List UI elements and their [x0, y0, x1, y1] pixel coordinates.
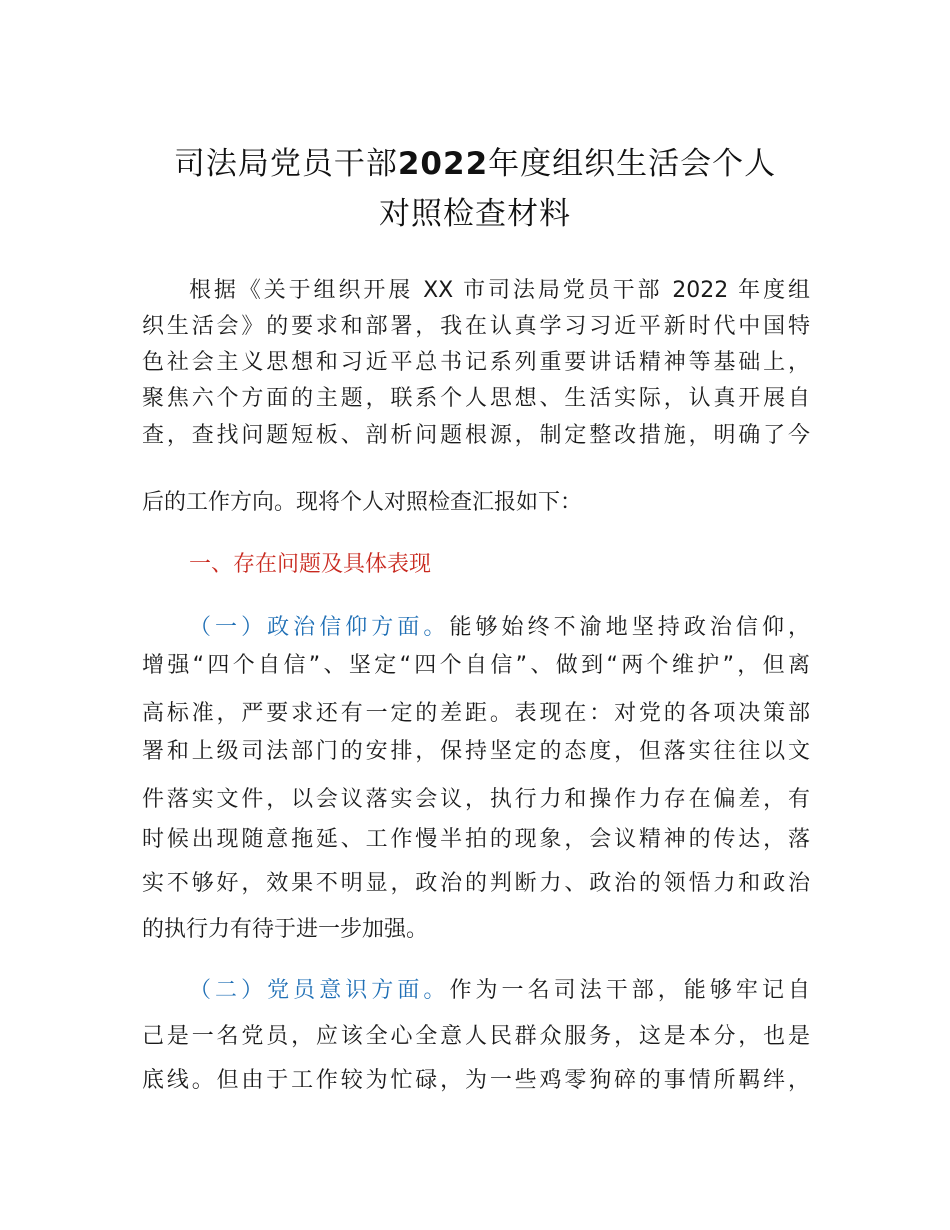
subsection-1-line: 增强“四个自信”、坚定“四个自信”、做到“两个维护”，但离	[142, 653, 810, 678]
title-year: 2022	[397, 146, 489, 182]
title-prefix: 司法局党员干部	[173, 146, 398, 182]
intro-line: 后的工作方向。现将个人对照检查汇报如下：	[142, 490, 583, 515]
subsection-1-heading: （一）政治信仰方面。	[189, 615, 450, 640]
intro-line: 聚焦六个方面的主题，联系个人思想、生活实际，认真开展自	[142, 386, 810, 411]
subsection-1-line: 件落实文件，以会议落实会议，执行力和操作力存在偏差，有	[142, 787, 810, 812]
section-heading: 一、存在问题及具体表现	[189, 552, 432, 577]
subsection-1-line: 高标准，严要求还有一定的差距。表现在：对党的各项决策部	[142, 701, 810, 726]
document-title-line-1	[110, 140, 840, 189]
title-suffix: 年度组织生活会个人	[488, 146, 777, 182]
subsection-1-first-line	[189, 610, 810, 646]
subsection-2-first-line	[189, 973, 810, 1009]
subsection-1-line: 署和上级司法部门的安排，保持坚定的态度，但落实往往以文	[142, 739, 810, 764]
subsection-2-heading: （二）党员意识方面。	[189, 978, 450, 1003]
intro-line: 查，查找问题短板、剖析问题根源，制定整改措施，明确了今	[142, 423, 810, 448]
subsection-1-lead: 能够始终不渝地坚持政治信仰，	[449, 615, 810, 640]
document-title-line-2: 对照检查材料	[379, 196, 571, 232]
subsection-2-lead: 作为一名司法干部，能够牢记自	[449, 978, 810, 1003]
subsection-2-line: 己是一名党员，应该全心全意人民群众服务，这是本分，也是	[142, 1024, 810, 1049]
intro-line: 织生活会》的要求和部署，我在认真学习习近平新时代中国特	[142, 314, 810, 339]
subsection-1-line: 时候出现随意拖延、工作慢半拍的现象，会议精神的传达，落	[142, 827, 810, 852]
intro-line: 色社会主义思想和习近平总书记系列重要讲话精神等基础上，	[142, 350, 810, 375]
subsection-1-line: 的执行力有待于进一步加强。	[142, 917, 429, 942]
subsection-1-line: 实不够好，效果不明显，政治的判断力、政治的领悟力和政治	[142, 871, 810, 896]
intro-line: 根据《关于组织开展 XX 市司法局党员干部 2022 年度组	[189, 278, 810, 303]
subsection-2-line: 底线。但由于工作较为忙碌，为一些鸡零狗碎的事情所羁绊，	[142, 1068, 810, 1093]
